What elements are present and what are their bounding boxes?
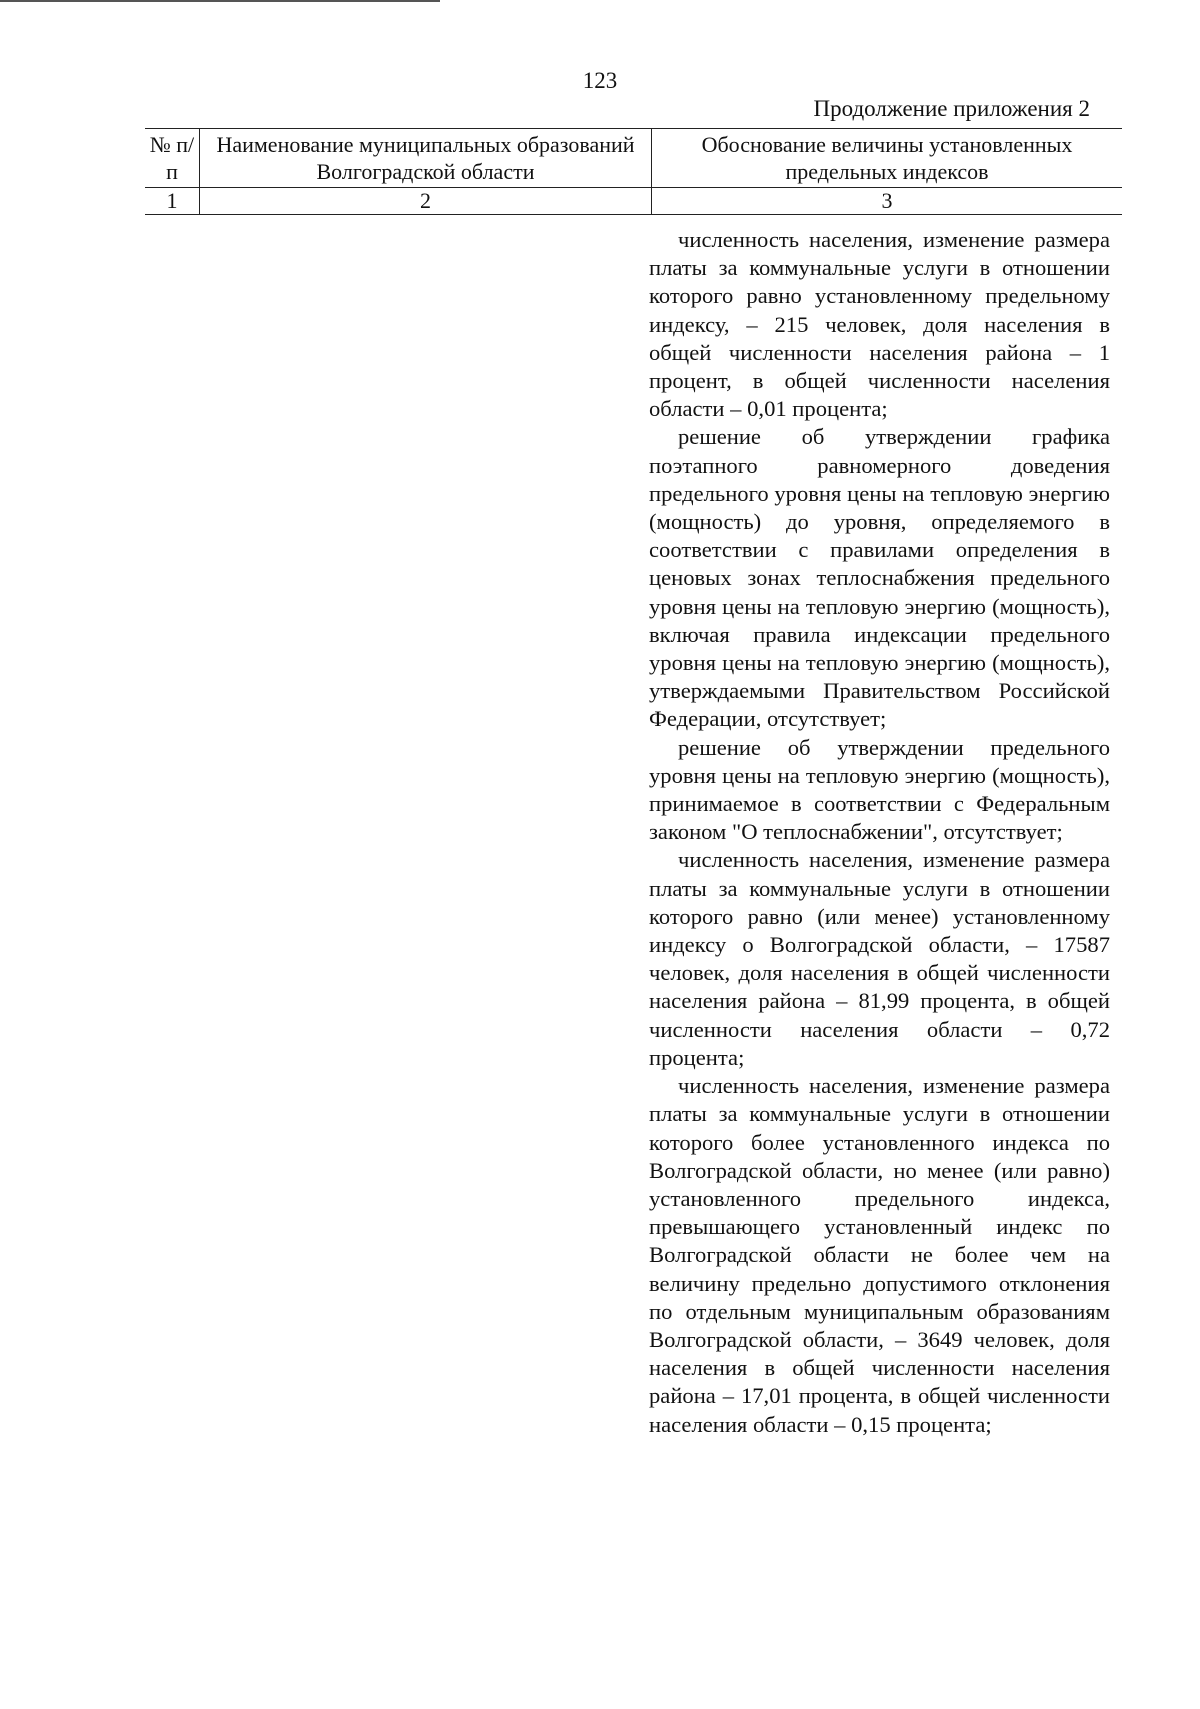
paragraph-population-equal-limit: численность населения, изменение размера платы за коммунальные услуги в отношении которого равно установленному предельному индексу, – 215 человек, доля населения в общей численности населения района – 1 процент, в общей численности населения области – 0,01 процента; [649, 227, 1110, 422]
paragraph-population-equal-or-less-index: численность населения, изменение размера платы за коммунальные услуги в отношении которого равно (или менее) установленному индексу о Волгоградской области, – 17587 человек, доля населения в общей численности населения района – 81,99 процента, в общей численности населения области – 0,72 процента; [649, 847, 1110, 1070]
column-number-1: 1 [145, 188, 200, 215]
table-header-row [145, 129, 1122, 188]
scan-edge-line [0, 0, 440, 2]
header-justification: Обоснование величины установленных предельных индексов [652, 129, 1123, 188]
justification-text-column [649, 226, 1110, 1439]
header-number: № п/п [145, 129, 200, 188]
paragraph-population-above-index: численность населения, изменение размера платы за коммунальные услуги в отношении которого более установленного индекса по Волгоградской области, но менее (или равно) установленного предельного индекса, превышающего установленный индекс по Волгоградской области не более чем на величину предельно допустимого отклонения по отдельным муниципальным образованиям Волгоградской области, – 3649 человек, доля населения в общей численности населения района – 17,01 процента, в общей численности населения области – 0,15 процента; [649, 1073, 1110, 1437]
appendix-continuation-label: Продолжение приложения 2 [813, 96, 1090, 121]
column-number-3: 3 [652, 188, 1123, 215]
page-number: 123 [582, 68, 618, 93]
paragraph-heat-price-limit: решение об утверждении предельного уровня цены на тепловую энергию (мощность), принимаемое в соответствии с Федеральным законом "О теплоснабжении", отсутствует; [649, 734, 1110, 845]
paragraph-heat-price-schedule: решение об утверждении графика поэтапного равномерного доведения предельного уровня цены на тепловую энергию (мощность) до уровня, определяемого в соответствии с правилами определения в ценовых зонах теплоснабжения предельного уровня цены на тепловую энергию (мощность), включая правила индексации предельного уровня цены на тепловую энергию (мощность), утверждаемыми Правительством Российской Федерации, отсутствует; [649, 424, 1110, 732]
table-header [145, 128, 1122, 215]
column-number-2: 2 [200, 188, 652, 215]
table-column-numbers-row [145, 188, 1122, 215]
header-municipality: Наименование муниципальных образований Волгоградской области [200, 129, 652, 188]
